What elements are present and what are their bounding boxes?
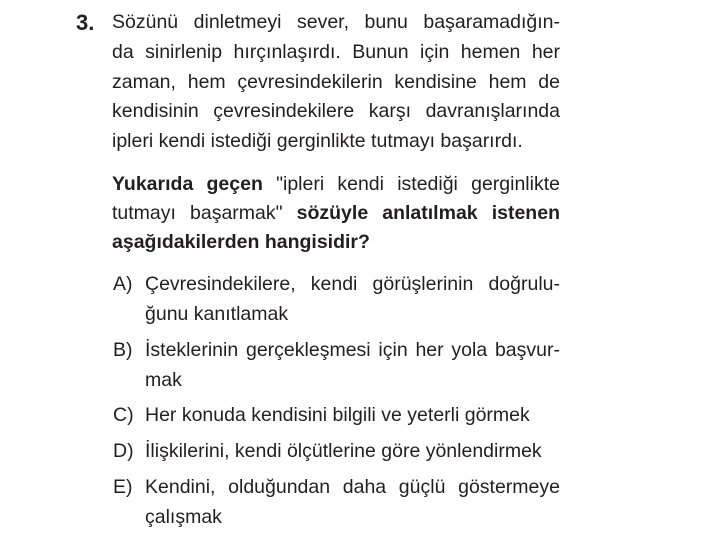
- question-prompt-line: [112, 199, 560, 228]
- question-prompt-line: [112, 170, 560, 199]
- question-prompt-line: [112, 228, 370, 257]
- prompt-bold-text: sözüyle anlatılmak istenen: [282, 202, 560, 224]
- option-c-letter: C): [113, 404, 134, 426]
- prompt-text: "ipleri kendi istediği gerginlikte: [262, 173, 560, 195]
- option-e-text: Kendini, olduğundan daha güçlü göstermeye: [145, 476, 560, 498]
- question-number: 3.: [76, 10, 95, 35]
- option-b-text-cont: mak: [145, 369, 182, 391]
- option-a-text: Çevresindekilere, kendi görüşlerinin doğrulu-: [145, 273, 560, 295]
- passage-line: da sinirlenip hırçınlaşırdı. Bunun için hemen her: [112, 41, 560, 63]
- prompt-bold-text: Yukarıda geçen: [112, 173, 263, 195]
- option-d-text: İlişkilerini, kendi ölçütlerine göre yönlendirmek: [145, 440, 542, 462]
- prompt-text: tutmayı başarmak": [112, 202, 283, 224]
- option-d-letter: D): [113, 440, 134, 462]
- option-c-text: Her konuda kendisini bilgili ve yeterli görmek: [145, 404, 530, 426]
- option-b-letter: B): [113, 339, 133, 361]
- prompt-bold-text: aşağıdakilerden hangisidir?: [112, 231, 370, 253]
- option-a-letter: A): [113, 273, 133, 295]
- option-e-text-cont: çalışmak: [145, 506, 222, 528]
- passage-line: Sözünü dinletmeyi sever, bunu başaramadığın-: [112, 11, 560, 33]
- option-a-text-cont: ğunu kanıtlamak: [145, 303, 289, 325]
- passage-line: zaman, hem çevresindekilerin kendisine hem de: [112, 71, 560, 93]
- passage-line: kendisinin çevresindekilere karşı davranışlarında: [112, 100, 560, 122]
- passage-line: ipleri kendi istediği gerginlikte tutmayı başarırdı.: [112, 130, 523, 152]
- option-b-text: İsteklerinin gerçekleşmesi için her yola başvur-: [145, 339, 560, 361]
- option-e-letter: E): [113, 476, 133, 498]
